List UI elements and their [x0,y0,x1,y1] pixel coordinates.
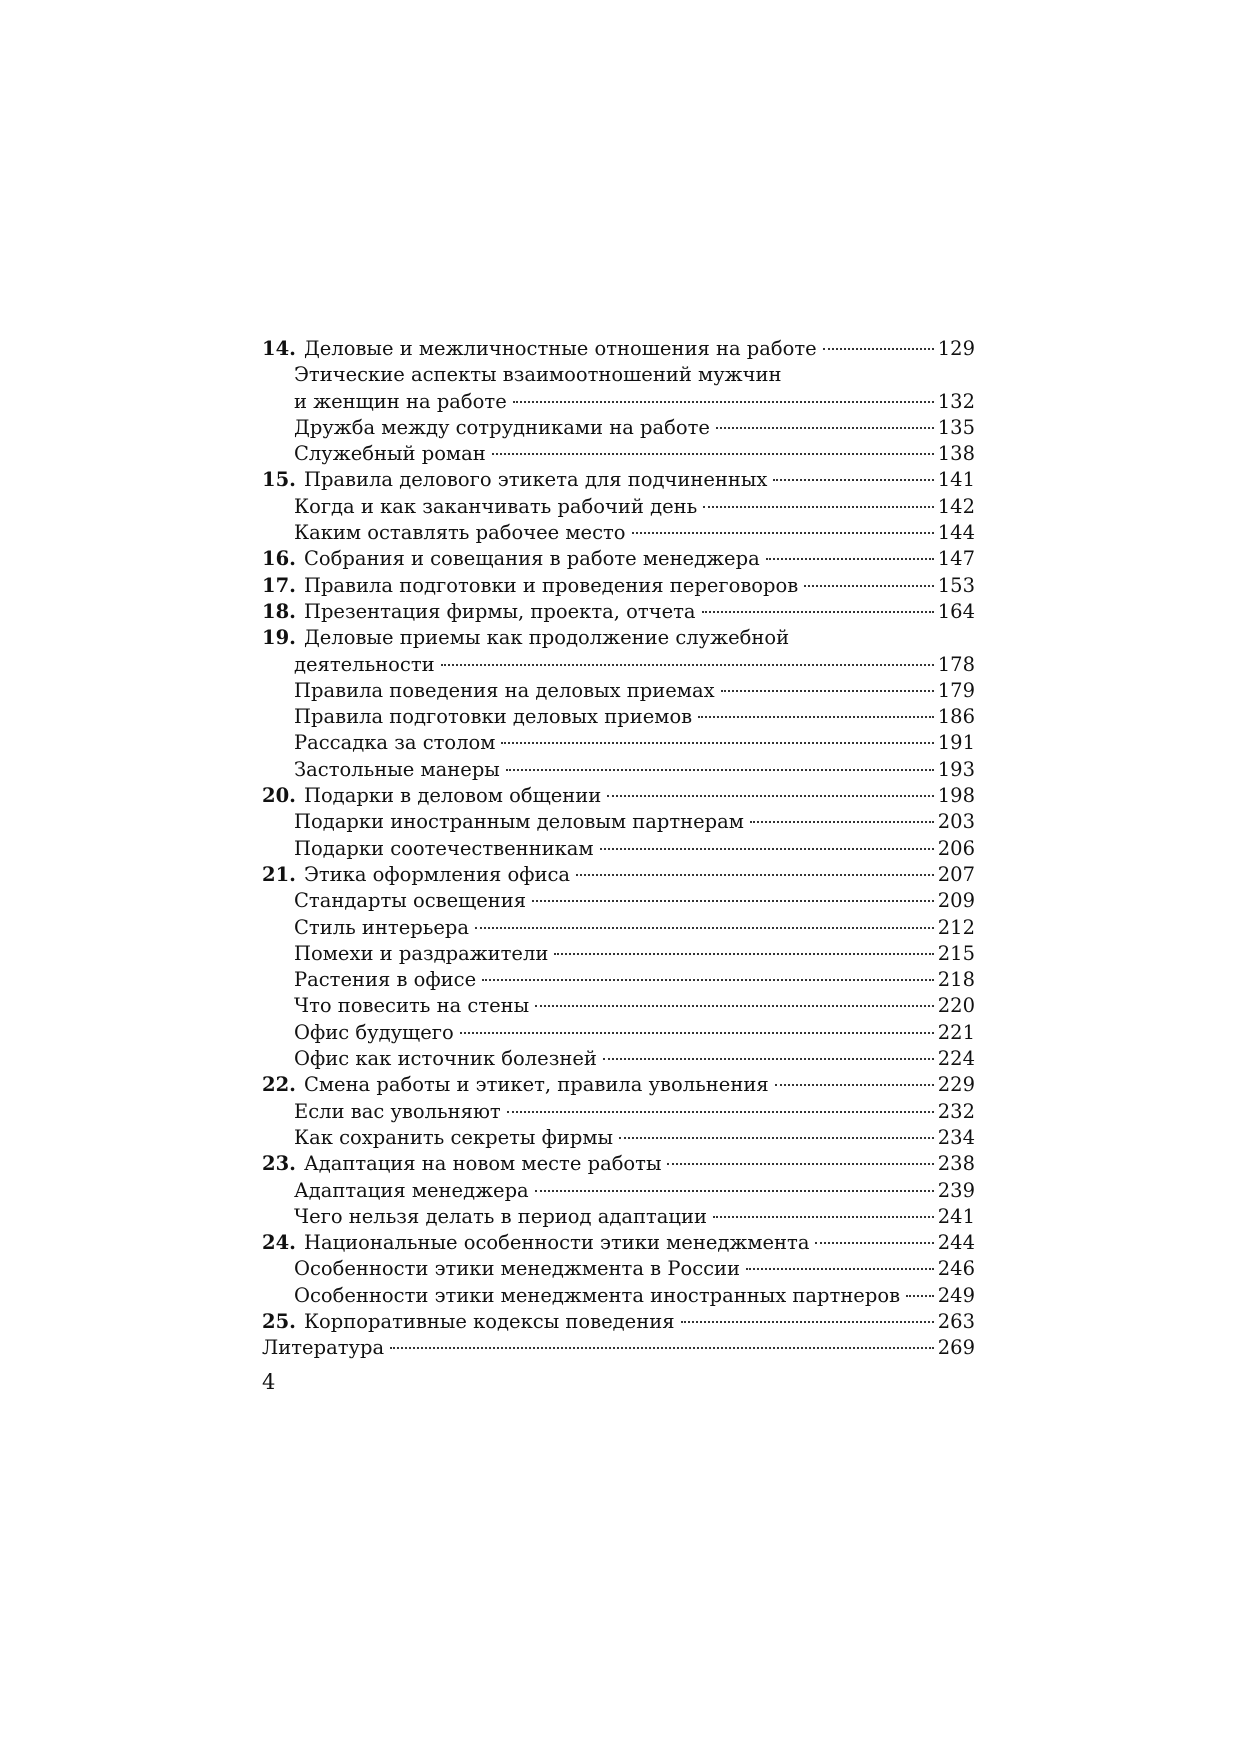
toc-chapter-row [262,625,975,651]
toc-entry-title: Когда и как заканчивать рабочий день [294,494,698,518]
toc-chapter-row [262,546,975,572]
toc-row [262,1125,975,1151]
toc-page-number: 164 [937,599,975,623]
toc-page-number: 241 [937,1204,975,1228]
toc-chapter-number: 22. [262,1073,296,1097]
toc-chapter-number: 23. [262,1152,296,1176]
toc-dot-leader [506,769,934,771]
toc-row [262,1335,975,1361]
toc-dot-leader [501,742,933,744]
toc-dot-leader [766,558,934,560]
toc-page-number: 232 [937,1099,975,1123]
toc-chapter-row [262,1309,975,1335]
toc-entry-title: Правила подготовки деловых приемов [294,705,693,729]
toc-row [262,757,975,783]
toc-entry-title: Подарки соотечественникам [294,836,594,860]
toc-page-number: 147 [937,547,975,571]
toc-page-number: 244 [937,1231,975,1255]
toc-row [262,652,975,678]
toc-page-number: 238 [937,1152,975,1176]
toc-entry-title: Особенности этики менеджмента в России [294,1257,741,1281]
toc-entry-title: Национальные особенности этики менеджмента [303,1231,810,1255]
toc-page-number: 141 [937,468,975,492]
toc-row [262,494,975,520]
toc-row [262,888,975,914]
toc-page-number: 212 [937,915,975,939]
toc-dot-leader [607,795,934,797]
toc-dot-leader [482,979,934,981]
toc-dot-leader [441,664,934,666]
toc-entry-title: Деловые приемы как продолжение служебной [303,626,790,650]
toc-chapter-row [262,467,975,493]
toc-row [262,836,975,862]
toc-page-number: 246 [937,1257,975,1281]
toc-page-number: 263 [937,1309,975,1333]
toc-page-number: 221 [937,1020,975,1044]
toc-dot-leader [703,506,933,508]
toc-dot-leader [492,453,934,455]
toc-row [262,1046,975,1072]
toc-row [262,1256,975,1282]
toc-entry-title: Застольные манеры [294,757,500,781]
toc-page-number: 144 [937,521,975,545]
toc-dot-leader [681,1321,934,1323]
toc-dot-leader [702,611,934,613]
toc-page-number: 229 [937,1073,975,1097]
toc-entry-title: Этика оформления офиса [303,862,571,886]
toc-page-number: 207 [937,862,975,886]
toc-dot-leader [460,1032,934,1034]
toc-entry-title: Смена работы и этикет, правила увольнения [303,1073,769,1097]
toc-page-number: 209 [937,889,975,913]
toc-row [262,967,975,993]
toc-page-number: 215 [937,941,975,965]
toc-dot-leader [775,1084,934,1086]
toc-entry-title: Адаптация на новом месте работы [303,1152,662,1176]
toc-page-number: 193 [937,757,975,781]
toc-page-number: 249 [937,1283,975,1307]
toc-dot-leader [603,1058,934,1060]
toc-entry-title: Стиль интерьера [294,915,469,939]
toc-dot-leader [600,848,934,850]
toc-dot-leader [576,874,934,876]
toc-dot-leader [554,953,933,955]
toc-entry-title: Служебный роман [294,442,486,466]
toc-row [262,1099,975,1125]
toc-dot-leader [535,1005,934,1007]
toc-row [262,362,975,388]
toc-entry-title: Подарки иностранным деловым партнерам [294,810,744,834]
toc-row [262,1204,975,1230]
toc-chapter-row [262,783,975,809]
toc-row [262,1178,975,1204]
toc-entry-title: Литература [262,1336,385,1360]
toc-page-number: 132 [937,389,975,413]
toc-row [262,520,975,546]
toc-chapter-number: 25. [262,1309,296,1333]
toc-entry-title: Как сохранить секреты фирмы [294,1125,614,1149]
toc-chapter-number: 17. [262,573,296,597]
toc-entry-title: Помехи и раздражители [294,941,549,965]
toc-dot-leader [721,690,934,692]
toc-chapter-number: 16. [262,547,296,571]
toc-row [262,809,975,835]
toc-entry-title: Растения в офисе [294,968,477,992]
toc-entry-title: Каким оставлять рабочее место [294,521,626,545]
toc-page-number: 206 [937,836,975,860]
toc-dot-leader [823,348,934,350]
toc-page-number: 179 [937,678,975,702]
toc-page-number: 186 [937,705,975,729]
toc-entry-title: Если вас увольняют [294,1099,501,1123]
toc-page-number: 234 [937,1125,975,1149]
toc-row [262,1283,975,1309]
toc-dot-leader [815,1242,933,1244]
toc-entry-title: Стандарты освещения [294,889,527,913]
toc-dot-leader [532,900,934,902]
toc-page-number: 135 [937,415,975,439]
toc-chapter-row [262,599,975,625]
toc-entry-title: Особенности этики менеджмента иностранных партнеров [294,1283,901,1307]
toc-dot-leader [632,532,934,534]
toc-chapter-row [262,862,975,888]
toc-entry-title: Что повесить на стены [294,994,530,1018]
toc-chapter-row [262,1072,975,1098]
toc-dot-leader [390,1347,934,1349]
toc-entry-title: Правила подготовки и проведения переговоров [303,573,799,597]
toc-dot-leader [906,1295,934,1297]
toc-dot-leader [698,716,934,718]
toc-page-number: 138 [937,442,975,466]
toc-chapter-number: 21. [262,862,296,886]
toc-entry-title: Чего нельзя делать в период адаптации [294,1204,707,1228]
toc-entry-title: Презентация фирмы, проекта, отчета [303,599,696,623]
toc-dot-leader [513,401,934,403]
toc-row [262,678,975,704]
toc-entry-title: Корпоративные кодексы поведения [303,1309,675,1333]
toc-entry-title: Собрания и совещания в работе менеджера [303,547,760,571]
toc-page-number: 239 [937,1178,975,1202]
toc-entry-title: Офис как источник болезней [294,1047,597,1071]
toc-row [262,415,975,441]
toc-page-number: 153 [937,573,975,597]
toc-row [262,704,975,730]
toc-entry-title: Этические аспекты взаимоотношений мужчин [294,363,782,387]
toc-entry-title: Подарки в деловом общении [303,784,602,808]
toc-dot-leader [750,821,934,823]
toc-chapter-row [262,1230,975,1256]
toc-entry-title: Дружба между сотрудниками на работе [294,415,710,439]
page-number: 4 [262,1370,276,1394]
toc-page-number: 218 [937,968,975,992]
toc-row [262,993,975,1019]
toc-page-number: 178 [937,652,975,676]
toc-entry-title: Деловые и межличностные отношения на работе [303,337,817,360]
toc-page-number: 191 [937,731,975,755]
toc-row [262,941,975,967]
toc-page-number: 142 [937,494,975,518]
toc-chapter-number: 20. [262,784,296,808]
toc-entry-title: Офис будущего [294,1020,454,1044]
toc-chapter-row [262,1151,975,1177]
toc-dot-leader [746,1268,934,1270]
toc-row [262,915,975,941]
toc-dot-leader [619,1137,934,1139]
toc-entry-title: и женщин на работе [294,389,507,413]
toc-chapter-row [262,336,975,362]
toc-page-number: 224 [937,1047,975,1071]
toc-chapter-number: 14. [262,337,296,360]
toc-entry-title: Рассадка за столом [294,731,496,755]
toc-chapter-number: 18. [262,599,296,623]
toc-chapter-number: 24. [262,1231,296,1255]
toc-dot-leader [475,927,934,929]
toc-chapter-row [262,573,975,599]
toc-dot-leader [535,1190,934,1192]
toc-page-number: 220 [937,994,975,1018]
toc-entry-title: деятельности [294,652,435,676]
toc-page-number: 129 [937,337,975,360]
toc-dot-leader [667,1163,933,1165]
toc-chapter-number: 19. [262,626,296,650]
table-of-contents [262,336,975,1362]
toc-entry-title: Адаптация менеджера [294,1178,529,1202]
toc-page-number: 203 [937,810,975,834]
toc-dot-leader [716,427,934,429]
toc-row [262,389,975,415]
toc-entry-title: Правила поведения на деловых приемах [294,678,715,702]
toc-page-number: 269 [937,1336,975,1360]
toc-row [262,1020,975,1046]
toc-page-number: 198 [937,784,975,808]
toc-dot-leader [804,585,934,587]
toc-dot-leader [773,479,933,481]
toc-chapter-number: 15. [262,468,296,492]
toc-row [262,441,975,467]
toc-dot-leader [713,1216,934,1218]
toc-dot-leader [507,1111,934,1113]
toc-entry-title: Правила делового этикета для подчиненных [303,468,768,492]
toc-row [262,730,975,756]
